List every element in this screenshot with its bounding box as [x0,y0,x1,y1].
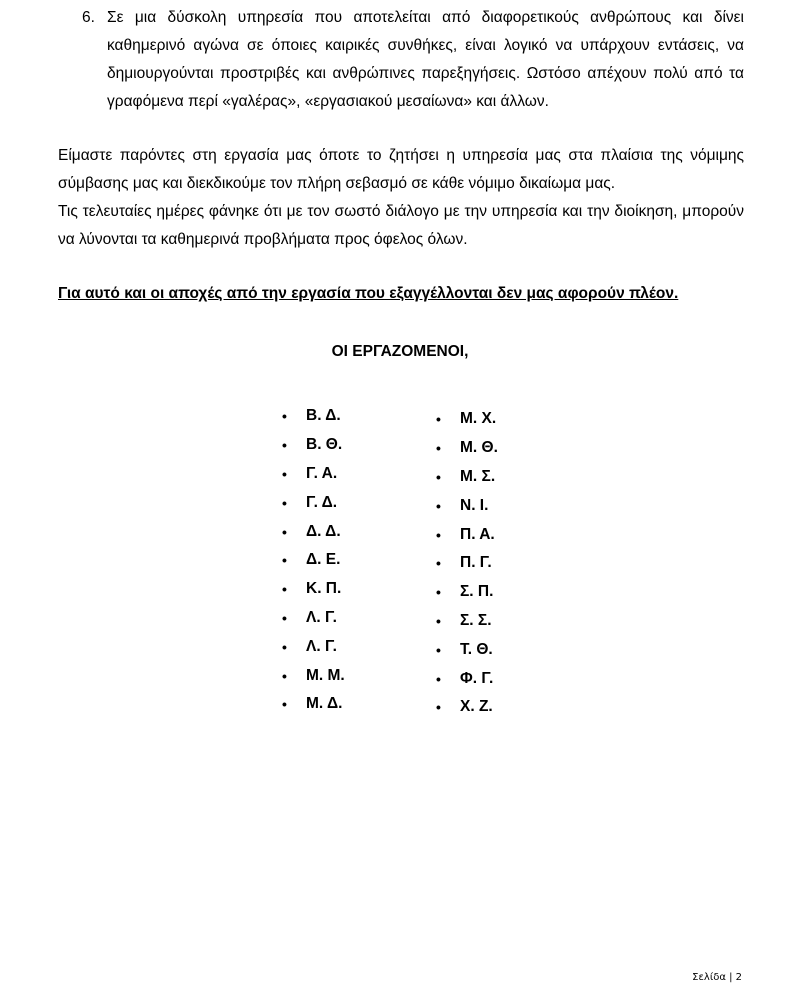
name-list-item [282,431,345,460]
paragraph-dialogue: Τις τελευταίες ημέρες φάνηκε ότι με τον σωστό διάλογο με την υπηρεσία και την διοίκηση, μπορούν να λύνονται τα καθημερινά προβλήματα προς όφελος όλων. [58,203,744,248]
bullet-icon: • [436,526,441,543]
bullet-icon: • [436,440,441,457]
numbered-item-6 [82,4,744,116]
name-initials: Γ. Α. [306,464,338,482]
name-initials: Μ. Μ. [306,666,345,684]
bullet-icon: • [282,408,287,425]
name-list-item [282,517,345,546]
bullet-icon: • [436,670,441,687]
page-number: Σελίδα | 2 [692,972,742,983]
list-item-text: Σε μια δύσκολη υπηρεσία που αποτελείται από διαφορετικούς ανθρώπους και δίνει καθημερινό αγώνα σε όποιες καιρικές συνθήκες, είναι λογικό να υπάρχουν εντάσεις, να δημιουργούνται προστριβές και ανθρώπινες παρεξηγήσεις. Ωστόσο απέχουν πολύ από τα γραφόμενα περί «γαλέρας», «εργασιακού μεσαίωνα» και άλλων. [107,9,744,110]
bullet-icon: • [282,552,287,569]
name-list-item [282,604,345,633]
bullet-icon: • [436,612,441,629]
name-initials: Π. Γ. [460,554,492,572]
name-list-item [436,405,498,434]
list-number: 6. [82,9,95,26]
name-initials: Μ. Δ. [306,695,343,713]
bullet-icon: • [436,584,441,601]
name-initials: Ν. Ι. [460,496,489,514]
conclusion-statement: Για αυτό και οι αποχές από την εργασία που εξαγγέλλονται δεν μας αφορούν πλέον. [58,285,679,302]
name-initials: Π. Α. [460,525,495,543]
bullet-icon: • [436,468,441,485]
name-list-item [436,520,498,549]
bullet-icon: • [282,638,287,655]
bullet-icon: • [282,581,287,598]
bullet-icon: • [282,494,287,511]
name-initials: Κ. Π. [306,580,342,598]
name-list-item [436,664,498,693]
name-list-item [436,491,498,520]
name-list-item [282,690,345,719]
name-initials: Μ. Χ. [460,410,497,428]
name-initials: Λ. Γ. [306,637,337,655]
name-initials: Τ. Θ. [460,640,493,658]
signature-heading: ΟΙ ΕΡΓΑΖΟΜΕΝΟΙ, [331,343,469,360]
names-column-1 [282,402,345,719]
paragraph-presence: Είμαστε παρόντες στη εργασία μας όποτε το ζητήσει η υπηρεσία μας στα πλαίσια της νόμιμης σύμβασης μας και διεκδικούμε τον πλήρη σεβασμό σε κάθε νόμιμο δικαίωμα μας. [58,147,744,192]
name-initials: Χ. Ζ. [460,698,493,716]
name-list-item [436,434,498,463]
name-initials: Γ. Δ. [306,493,338,511]
name-list-item [282,546,345,575]
names-column-2 [436,405,498,722]
name-initials: Β. Δ. [306,407,341,425]
name-initials: Δ. Ε. [306,551,341,569]
name-list-item [436,578,498,607]
bullet-icon: • [282,696,287,713]
name-initials: Μ. Σ. [460,467,496,485]
name-list-item [282,632,345,661]
name-initials: Δ. Δ. [306,522,341,540]
name-list-item [282,402,345,431]
bullet-icon: • [436,699,441,716]
bullet-icon: • [282,465,287,482]
bullet-icon: • [282,609,287,626]
name-initials: Β. Θ. [306,436,343,454]
name-initials: Λ. Γ. [306,608,337,626]
name-initials: Φ. Γ. [460,669,494,687]
name-list-item [282,488,345,517]
name-list-item [436,607,498,636]
bullet-icon: • [282,437,287,454]
name-list-item [436,463,498,492]
name-initials: Μ. Θ. [460,439,498,457]
name-initials: Σ. Π. [460,583,494,601]
name-list-item [282,661,345,690]
name-list-item [282,460,345,489]
bullet-icon: • [436,411,441,428]
name-list-item [436,693,498,722]
name-initials: Σ. Σ. [460,611,492,629]
bullet-icon: • [436,641,441,658]
bullet-icon: • [282,667,287,684]
name-list-item [436,635,498,664]
name-list-item [436,549,498,578]
bullet-icon: • [436,497,441,514]
name-list-item [282,575,345,604]
bullet-icon: • [282,523,287,540]
bullet-icon: • [436,555,441,572]
